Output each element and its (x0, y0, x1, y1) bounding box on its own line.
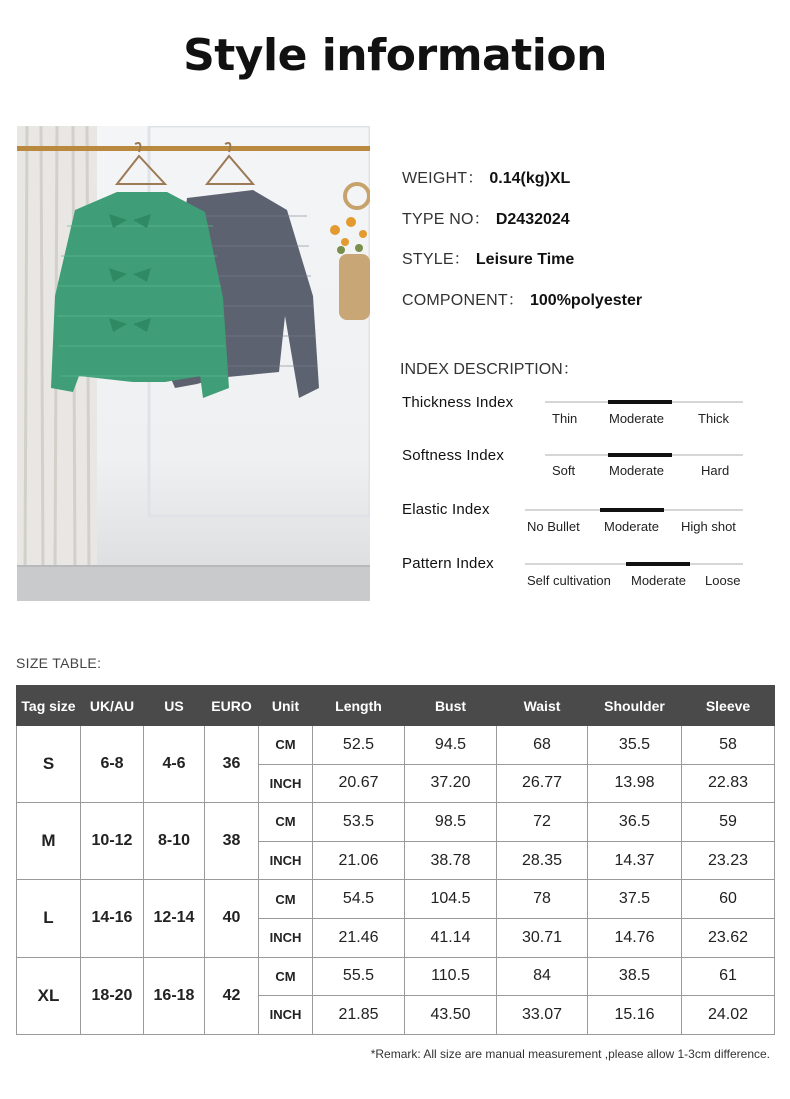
index-description-heading: INDEX DESCRIPTION： (400, 361, 579, 378)
pattern-index-marker (626, 562, 690, 566)
thickness-option-thin: Thin (552, 411, 578, 426)
sleeve-cell: 58 (682, 726, 775, 765)
sleeve-cell: 22.83 (682, 764, 775, 803)
euro-cell: 36 (205, 726, 259, 803)
header-tag-size: Tag size (17, 686, 81, 726)
header-length: Length (313, 686, 405, 726)
length-cell: 55.5 (313, 957, 405, 996)
bust-cell: 43.50 (405, 996, 497, 1035)
us-cell: 4-6 (144, 726, 205, 803)
shoulder-cell: 36.5 (588, 803, 682, 842)
pattern-option-loose: Loose (705, 573, 741, 588)
unit-cell: INCH (259, 841, 313, 880)
product-illustration (17, 126, 370, 601)
length-cell: 21.06 (313, 841, 405, 880)
header-euro: EURO (205, 686, 259, 726)
size-table-heading: SIZE TABLE: (16, 655, 102, 671)
softness-option-soft: Soft (552, 463, 576, 478)
header-shoulder: Shoulder (588, 686, 682, 726)
table-row (17, 726, 775, 765)
tag-size-cell: L (17, 880, 81, 957)
shoulder-cell: 14.37 (588, 841, 682, 880)
sleeve-cell: 61 (682, 957, 775, 996)
waist-cell: 72 (497, 803, 588, 842)
length-cell: 20.67 (313, 764, 405, 803)
sleeve-cell: 23.23 (682, 841, 775, 880)
sleeve-cell: 59 (682, 803, 775, 842)
thickness-option-thick: Thick (698, 411, 730, 426)
softness-option-hard: Hard (701, 463, 730, 478)
header-bust: Bust (405, 686, 497, 726)
size-table-header-row (17, 686, 775, 726)
style-row (402, 246, 574, 269)
us-cell: 12-14 (144, 880, 205, 957)
header-sleeve: Sleeve (682, 686, 775, 726)
softness-index-marker (608, 453, 672, 457)
euro-cell: 38 (205, 803, 259, 880)
uk-au-cell: 10-12 (81, 803, 144, 880)
elastic-option-no-bullet: No Bullet (527, 519, 580, 534)
bust-cell: 94.5 (405, 726, 497, 765)
unit-cell: INCH (259, 764, 313, 803)
tag-size-cell: XL (17, 957, 81, 1034)
length-cell: 52.5 (313, 726, 405, 765)
style-value: Leisure Time (475, 251, 575, 268)
bust-cell: 98.5 (405, 803, 497, 842)
length-cell: 53.5 (313, 803, 405, 842)
weight-label: WEIGHT： (402, 170, 484, 187)
table-row (17, 803, 775, 842)
shoulder-cell: 37.5 (588, 880, 682, 919)
type-no-row (402, 206, 570, 229)
component-value: 100%polyester (530, 292, 643, 309)
thickness-option-moderate: Moderate (609, 411, 664, 426)
softness-index-label: Softness Index (402, 447, 505, 464)
pattern-option-self-cultivation: Self cultivation (527, 573, 611, 588)
sleeve-cell: 60 (682, 880, 775, 919)
waist-cell: 84 (497, 957, 588, 996)
us-cell: 16-18 (144, 957, 205, 1034)
length-cell: 21.46 (313, 918, 405, 957)
table-row (17, 957, 775, 996)
header-us: US (144, 686, 205, 726)
shoulder-cell: 14.76 (588, 918, 682, 957)
waist-cell: 26.77 (497, 764, 588, 803)
table-row (17, 880, 775, 919)
shoulder-cell: 13.98 (588, 764, 682, 803)
sleeve-cell: 24.02 (682, 996, 775, 1035)
weight-row (402, 165, 570, 188)
unit-cell: CM (259, 957, 313, 996)
us-cell: 8-10 (144, 803, 205, 880)
length-cell: 54.5 (313, 880, 405, 919)
waist-cell: 33.07 (497, 996, 588, 1035)
uk-au-cell: 6-8 (81, 726, 144, 803)
bust-cell: 41.14 (405, 918, 497, 957)
shoulder-cell: 35.5 (588, 726, 682, 765)
component-label: COMPONENT： (402, 292, 524, 309)
elastic-option-moderate: Moderate (604, 519, 659, 534)
bust-cell: 110.5 (405, 957, 497, 996)
pattern-index-label: Pattern Index (402, 555, 494, 572)
uk-au-cell: 18-20 (81, 957, 144, 1034)
elastic-index-label: Elastic Index (402, 501, 490, 518)
unit-cell: INCH (259, 918, 313, 957)
softness-option-moderate: Moderate (609, 463, 664, 478)
waist-cell: 68 (497, 726, 588, 765)
page-title: Style information (183, 30, 607, 81)
elastic-index-marker (600, 508, 664, 512)
weight-value: 0.14(kg)XL (489, 170, 571, 187)
waist-cell: 30.71 (497, 918, 588, 957)
uk-au-cell: 14-16 (81, 880, 144, 957)
header-uk-au: UK/AU (81, 686, 144, 726)
unit-cell: CM (259, 880, 313, 919)
sleeve-cell: 23.62 (682, 918, 775, 957)
type-no-value: D2432024 (495, 211, 570, 228)
shoulder-cell: 15.16 (588, 996, 682, 1035)
thickness-index-label: Thickness Index (402, 394, 514, 411)
thickness-index-marker (608, 400, 672, 404)
shoulder-cell: 38.5 (588, 957, 682, 996)
type-no-label: TYPE NO： (402, 211, 490, 228)
tag-size-cell: M (17, 803, 81, 880)
remark-note: *Remark: All size are manual measurement ,please allow 1-3cm difference. (370, 1047, 770, 1061)
euro-cell: 40 (205, 880, 259, 957)
bust-cell: 38.78 (405, 841, 497, 880)
component-row (402, 287, 642, 310)
unit-cell: CM (259, 803, 313, 842)
size-table (16, 685, 775, 1035)
tag-size-cell: S (17, 726, 81, 803)
product-photo (17, 126, 370, 601)
length-cell: 21.85 (313, 996, 405, 1035)
bust-cell: 37.20 (405, 764, 497, 803)
header-waist: Waist (497, 686, 588, 726)
euro-cell: 42 (205, 957, 259, 1034)
unit-cell: CM (259, 726, 313, 765)
waist-cell: 28.35 (497, 841, 588, 880)
waist-cell: 78 (497, 880, 588, 919)
bust-cell: 104.5 (405, 880, 497, 919)
style-label: STYLE： (402, 251, 470, 268)
unit-cell: INCH (259, 996, 313, 1035)
elastic-option-high-shot: High shot (681, 519, 736, 534)
header-unit: Unit (259, 686, 313, 726)
pattern-option-moderate: Moderate (631, 573, 686, 588)
